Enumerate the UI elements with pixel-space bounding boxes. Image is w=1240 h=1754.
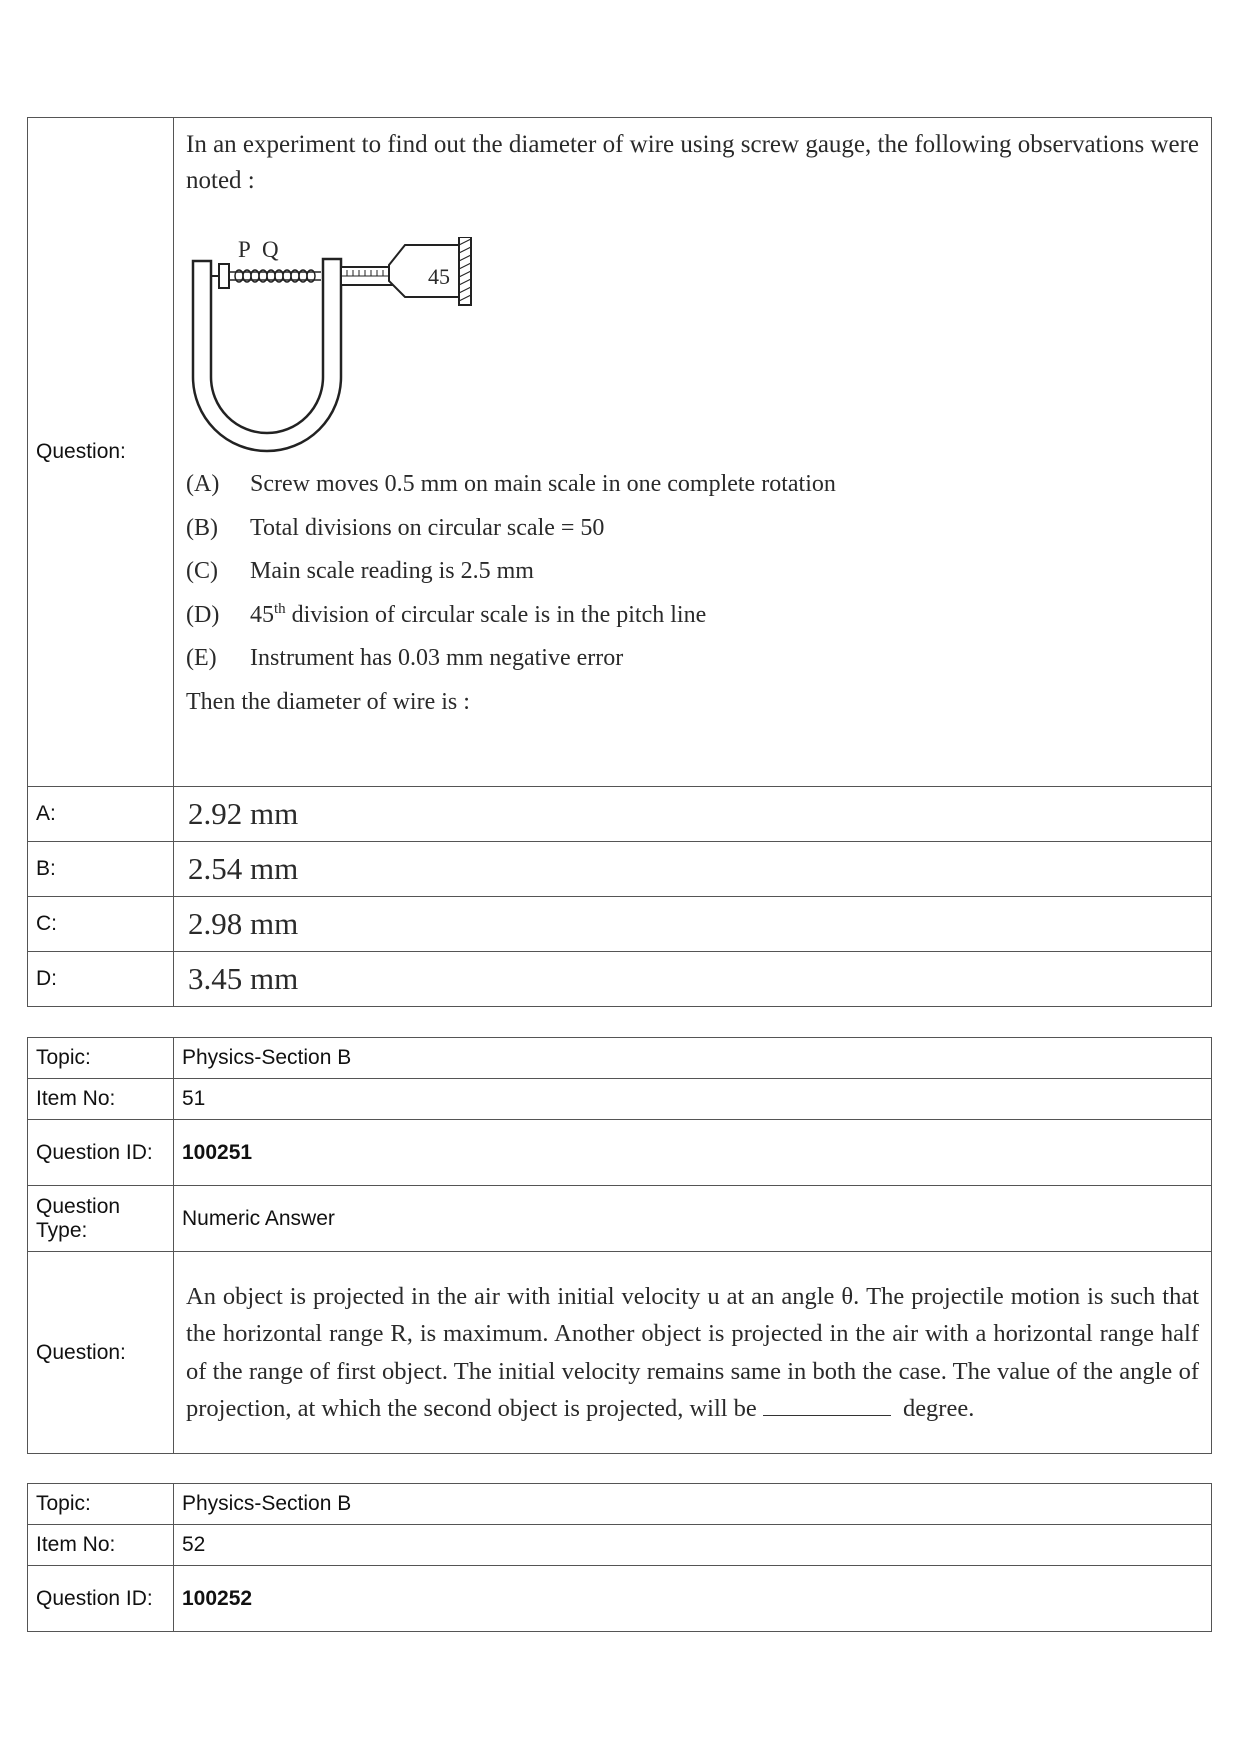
question-label: Question: <box>28 1252 174 1454</box>
item-no-value: 52 <box>174 1525 1212 1566</box>
thimble-scale-value: 45 <box>428 264 450 289</box>
statement-d: (D) 45th division of circular scale is in the pitch line <box>186 600 707 628</box>
label-p: P <box>238 237 251 262</box>
option-row-a <box>28 787 1212 842</box>
topic-label: Topic: <box>28 1484 174 1525</box>
item-no-label: Item No: <box>28 1079 174 1120</box>
option-b-value: 2.54 mm <box>174 842 1212 897</box>
option-c-label: C: <box>28 897 174 952</box>
item-no-label: Item No: <box>28 1525 174 1566</box>
topic-value: Physics-Section B <box>174 1038 1212 1079</box>
question-label: Question: <box>28 118 174 787</box>
answer-blank <box>763 1395 891 1416</box>
question-52-table <box>27 1483 1212 1632</box>
statement-e: (E) Instrument has 0.03 mm negative error <box>186 645 624 671</box>
statement-c: (C) Main scale reading is 2.5 mm <box>186 558 534 584</box>
option-d-value: 3.45 mm <box>174 952 1212 1007</box>
option-d-label: D: <box>28 952 174 1007</box>
question-type-label: Question Type: <box>28 1186 174 1252</box>
option-a-label: A: <box>28 787 174 842</box>
question-id-value: 100251 <box>174 1120 1212 1186</box>
option-row-c <box>28 897 1212 952</box>
item-no-value: 51 <box>174 1079 1212 1120</box>
option-b-label: B: <box>28 842 174 897</box>
statement-a: (A) Screw moves 0.5 mm on main scale in one complete rotation <box>186 471 836 497</box>
topic-label: Topic: <box>28 1038 174 1079</box>
question-51-text: An object is projected in the air with initial velocity u at an angle θ. The projectile motion is such that the horizontal range R, is maximum. Another object is projected in the air with a horizontal range half of the range of first object. The initial velocity remains same in both the case. The value of the angle of projection, at which the second object is projected, will be degree. <box>186 1282 1199 1422</box>
question-50-body <box>174 118 1212 787</box>
option-c-value: 2.98 mm <box>174 897 1212 952</box>
question-outro: Then the diameter of wire is : <box>186 688 470 715</box>
statement-list <box>174 463 1211 724</box>
screw-gauge-figure <box>174 199 1211 461</box>
question-id-label: Question ID: <box>28 1120 174 1186</box>
question-type-value: Numeric Answer <box>174 1186 1212 1252</box>
question-51-body <box>174 1252 1212 1454</box>
topic-value: Physics-Section B <box>174 1484 1212 1525</box>
option-row-d <box>28 952 1212 1007</box>
statement-b: (B) Total divisions on circular scale = 50 <box>186 514 605 541</box>
question-id-label: Question ID: <box>28 1566 174 1632</box>
option-a-value: 2.92 mm <box>174 787 1212 842</box>
question-intro: In an experiment to find out the diameter of wire using screw gauge, the following observations were noted : <box>186 131 1199 194</box>
option-row-b <box>28 842 1212 897</box>
screw-gauge-diagram <box>191 237 511 467</box>
question-id-value: 100252 <box>174 1566 1212 1632</box>
question-51-table <box>27 1037 1212 1454</box>
label-q: Q <box>262 237 279 262</box>
question-50-table <box>27 117 1212 1007</box>
